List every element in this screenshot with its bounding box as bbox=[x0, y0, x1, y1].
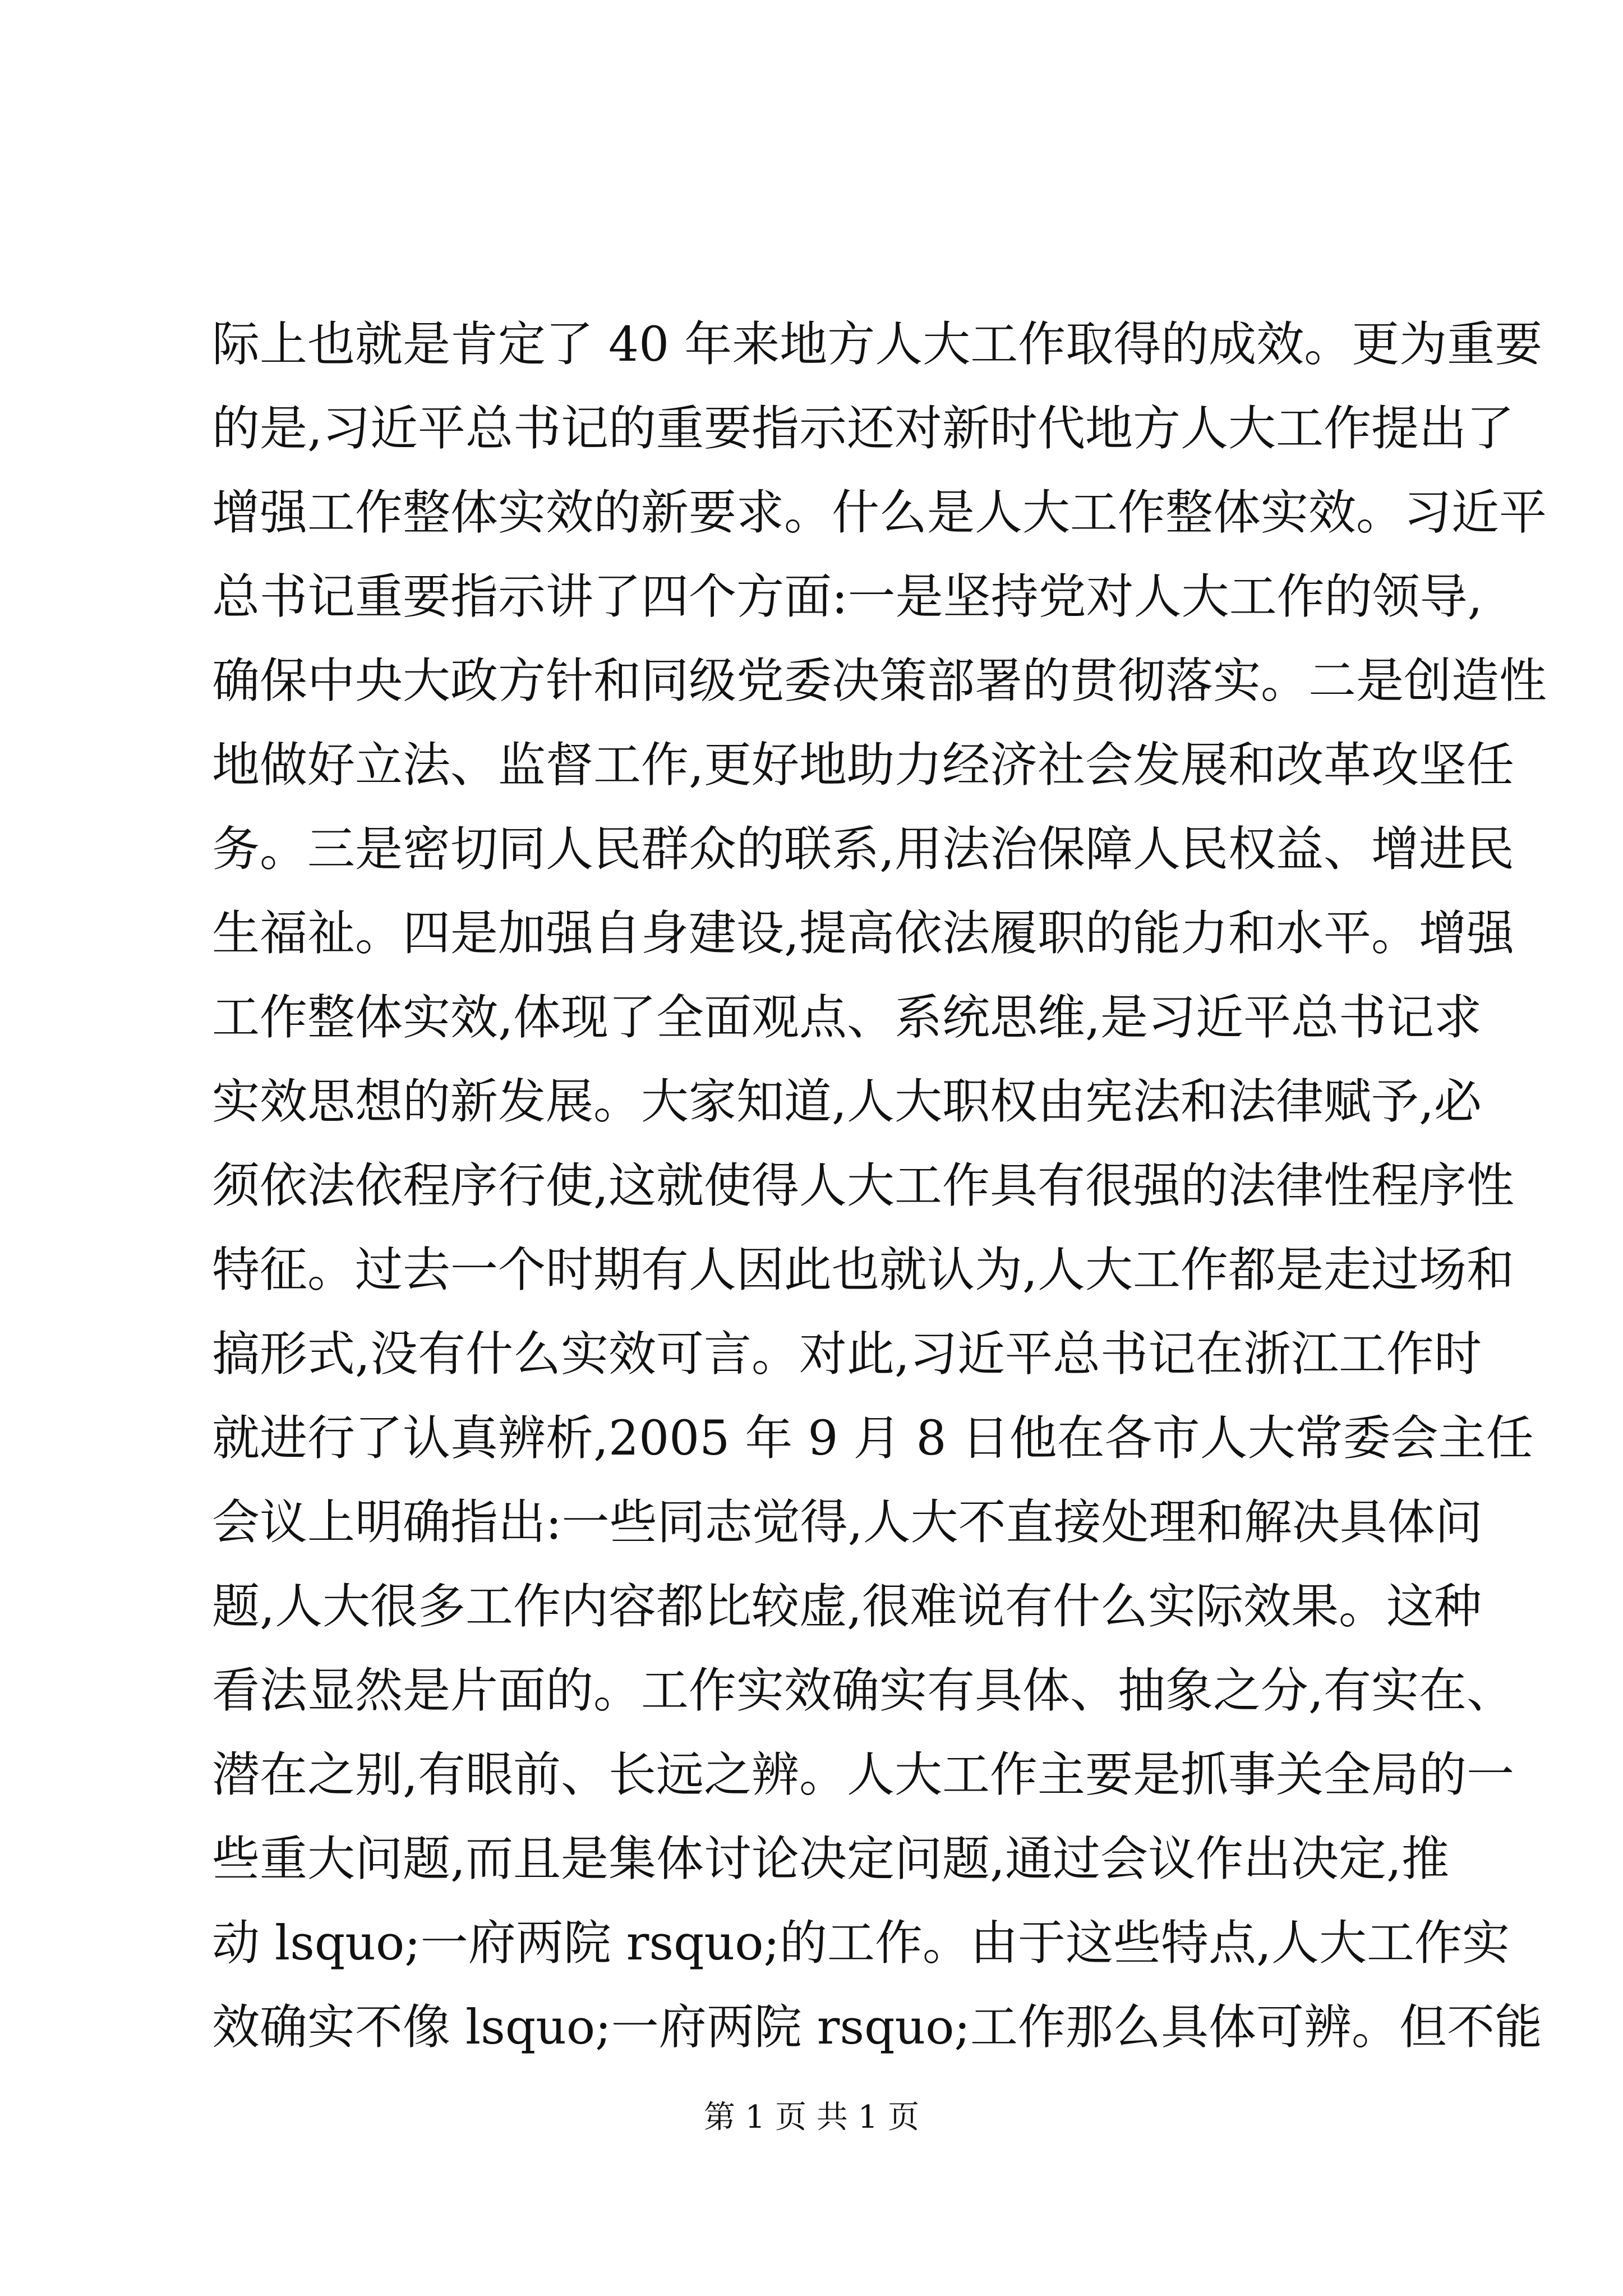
text-line: 特征。过去一个时期有人因此也就认为,人大工作都是走过场和 bbox=[212, 1243, 1515, 1298]
page-footer: 第 1 页 共 1 页 bbox=[703, 2099, 920, 2136]
text-line: 确保中央大政方针和同级党委决策部署的贯彻落实。二是创造性 bbox=[212, 654, 1547, 709]
text-line: 些重大问题,而且是集体讨论决定问题,通过会议作出决定,推 bbox=[212, 1832, 1450, 1887]
text-line: 就进行了认真辨析,2005 年 9 月 8 日他在各市人大常委会主任 bbox=[212, 1411, 1534, 1466]
text-line: 动 lsquo;一府两院 rsquo;的工作。由于这些特点,人大工作实 bbox=[212, 1916, 1510, 1971]
text-line: 生福祉。四是加强自身建设,提高依法履职的能力和水平。增强 bbox=[212, 906, 1515, 961]
text-line: 须依法依程序行使,这就使得人大工作具有很强的法律性程序性 bbox=[212, 1158, 1515, 1214]
body-text bbox=[212, 303, 1547, 2070]
text-line: 实效思想的新发展。大家知道,人大职权由宪法和法律赋予,必 bbox=[212, 1074, 1482, 1130]
text-line: 务。三是密切同人民群众的联系,用法治保障人民权益、增进民 bbox=[212, 822, 1515, 877]
text-line: 工作整体实效,体现了全面观点、系统思维,是习近平总书记求 bbox=[212, 990, 1482, 1046]
text-line: 增强工作整体实效的新要求。什么是人大工作整体实效。习近平 bbox=[212, 485, 1547, 541]
text-line: 会议上明确指出:一些同志觉得,人大不直接处理和解决具体问 bbox=[212, 1495, 1483, 1550]
text-line: 地做好立法、监督工作,更好地助力经济社会发展和改革攻坚任 bbox=[212, 738, 1515, 793]
text-line: 潜在之别,有眼前、长远之辨。人大工作主要是抓事关全局的一 bbox=[212, 1747, 1515, 1803]
text-line: 效确实不像 lsquo;一府两院 rsquo;工作那么具体可辨。但不能 bbox=[212, 2000, 1543, 2055]
text-line: 的是,习近平总书记的重要指示还对新时代地方人大工作提出了 bbox=[212, 401, 1515, 457]
text-line: 总书记重要指示讲了四个方面:一是坚持党对人大工作的领导, bbox=[212, 569, 1483, 625]
text-line: 题,人大很多工作内容都比较虚,很难说有什么实际效果。这种 bbox=[212, 1579, 1482, 1635]
text-line: 际上也就是肯定了 40 年来地方人大工作取得的成效。更为重要 bbox=[212, 317, 1543, 372]
text-line: 搞形式,没有什么实效可言。对此,习近平总书记在浙江工作时 bbox=[212, 1327, 1482, 1382]
text-line: 看法显然是片面的。工作实效确实有具体、抽象之分,有实在、 bbox=[212, 1663, 1515, 1719]
